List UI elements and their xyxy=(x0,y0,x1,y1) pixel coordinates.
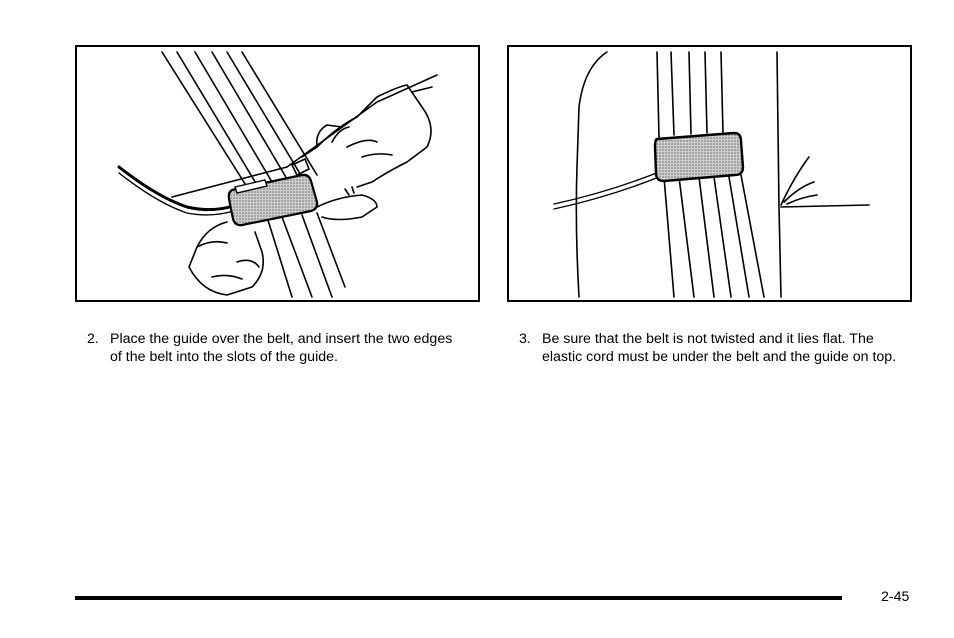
belt-guide xyxy=(655,133,743,181)
illustration-belt-flat-check xyxy=(507,45,912,302)
elastic-cord xyxy=(554,172,659,204)
belt-flat-drawing xyxy=(509,47,910,300)
illustration-guide-placement xyxy=(75,45,480,302)
instruction-step-3 xyxy=(519,330,909,366)
upper-hand xyxy=(302,85,431,187)
guide-placement-drawing xyxy=(77,47,478,300)
elastic-cord xyxy=(119,167,237,210)
seat-edge-line xyxy=(576,52,607,297)
page-number: 2-45 xyxy=(881,589,910,605)
step-text: Be sure that the belt is not twisted and it lies flat. The elastic cord must be under the belt and the guide on top. xyxy=(542,331,897,365)
step-number: 3. xyxy=(519,331,531,347)
step-number: 2. xyxy=(87,331,99,347)
instruction-step-2 xyxy=(87,330,467,366)
footer-rule xyxy=(75,596,842,600)
belt-strand xyxy=(657,52,659,137)
belt-guide xyxy=(229,175,317,225)
step-text: Place the guide over the belt, and insert the two edges of the belt into the slots of the guide. xyxy=(110,331,453,365)
lower-hand xyxy=(189,222,263,295)
